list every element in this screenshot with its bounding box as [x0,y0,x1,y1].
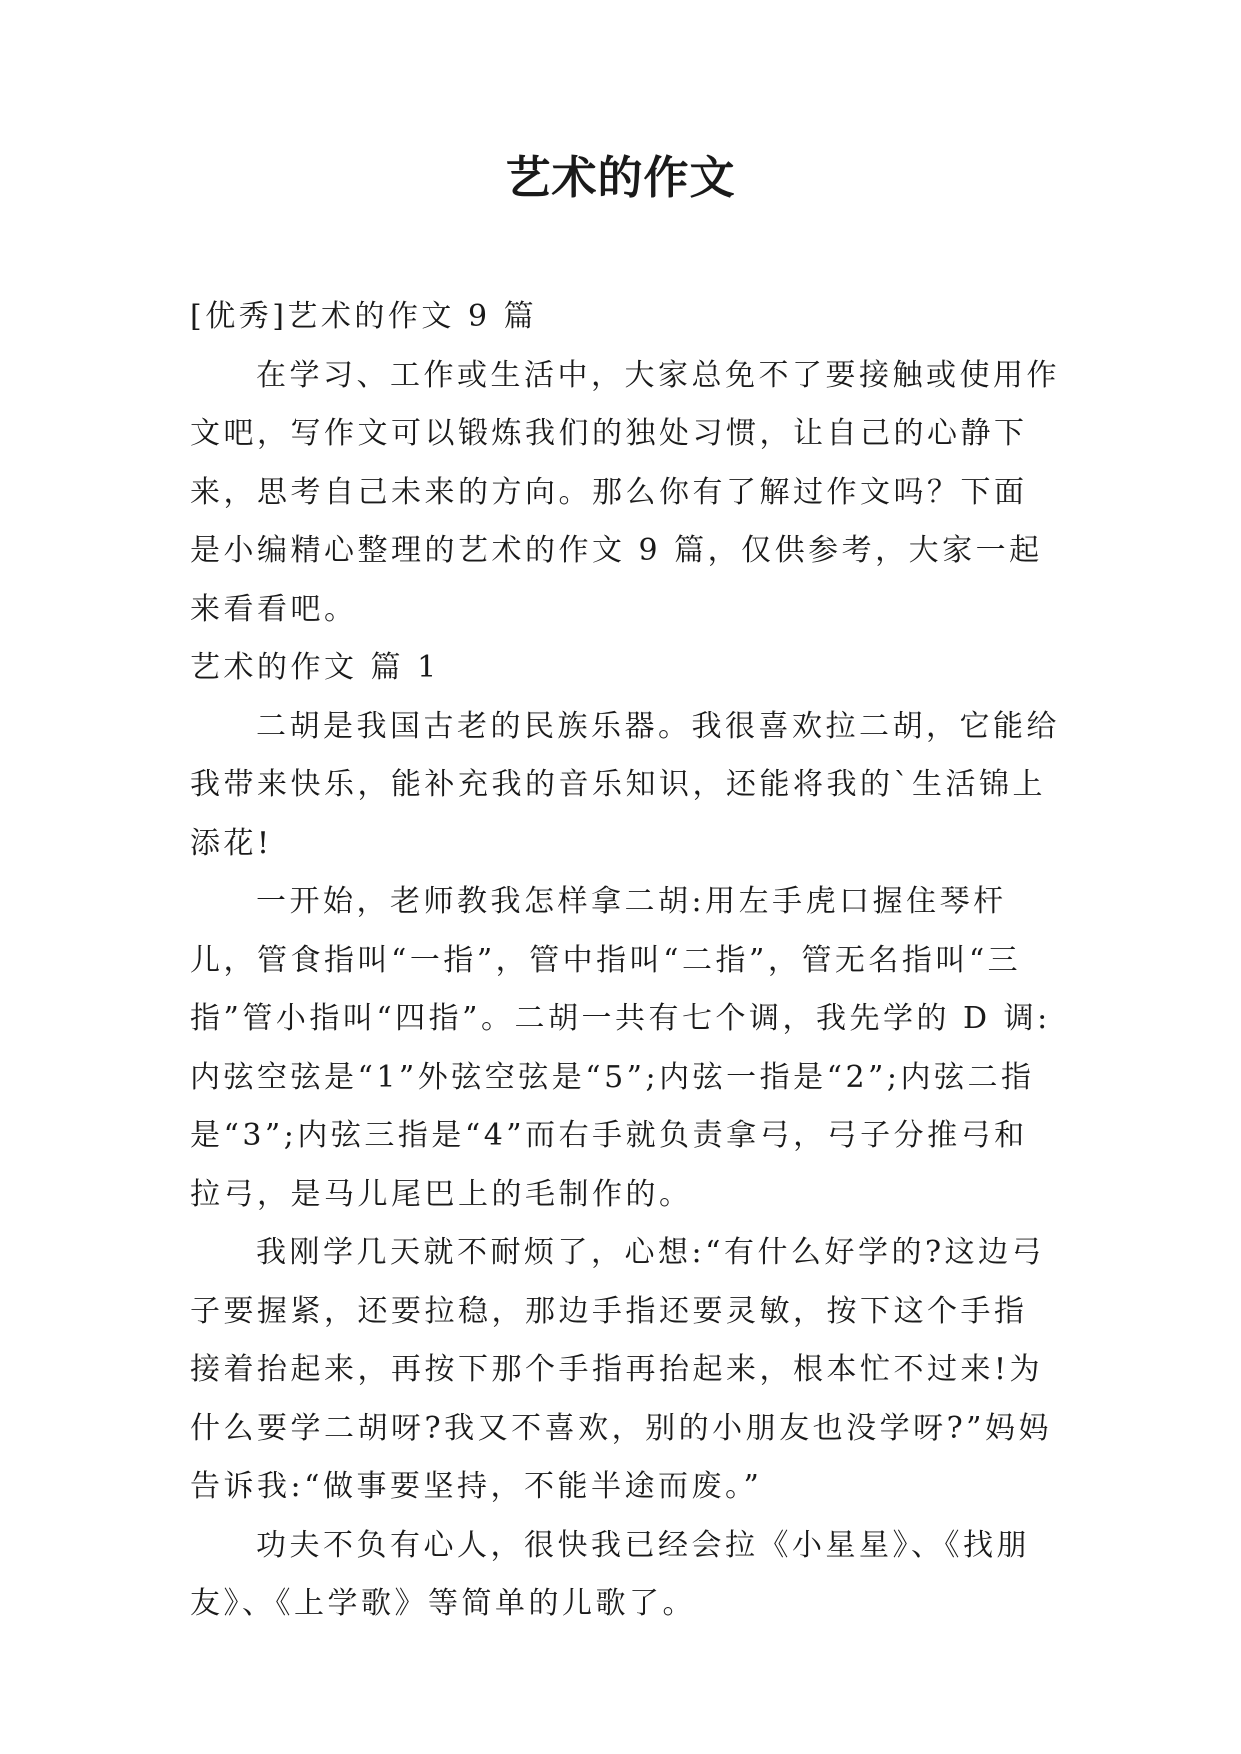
document-body [190,288,1060,1634]
document-subtitle: [优秀]艺术的作文 9 篇 [190,299,538,334]
body-paragraph: 功夫不负有心人，很快我已经会拉《小星星》、《找朋友》、《上学歌》等简单的儿歌了。 [190,1527,1030,1621]
body-paragraph: 一开始，老师教我怎样拿二胡:用左手虎口握住琴杆儿，管食指叫“一指”，管中指叫“二指”，管无名指叫“三指”管小指叫“四指”。二胡一共有七个调，我先学的 D 调:内弦空弦是“1”外弦空弦是“5”;内弦一指是“2”;内弦二指是“3”;内弦三指是“4”而右手就负责拿弓，弓子分推弓和拉弓，是马儿尾巴上的毛制作的。 [190,884,1051,1212]
body-paragraph: 我刚学几天就不耐烦了，心想:“有什么好学的?这边弓子要握紧，还要拉稳，那边手指还要灵敏，按下这个手指接着抬起来，再按下那个手指再抬起来，根本忙不过来!为什么要学二胡呀?我又不喜欢，别的小朋友也没学呀?”妈妈告诉我:“做事要坚持，不能半途而废。” [190,1235,1053,1504]
intro-paragraph: 在学习、工作或生活中，大家总免不了要接触或使用作文吧，写作文可以锻炼我们的独处习惯，让自己的心静下来，思考自己未来的方向。那么你有了解过作文吗？下面是小编精心整理的艺术的作文 9 篇，仅供参考，大家一起来看看吧。 [190,357,1060,627]
body-paragraph: 二胡是我国古老的民族乐器。我很喜欢拉二胡，它能给我带来快乐，能补充我的音乐知识，还能将我的`生活锦上添花! [190,708,1060,861]
document-title: 艺术的作文 [505,151,736,204]
section-heading: 艺术的作文 篇 1 [190,650,440,685]
